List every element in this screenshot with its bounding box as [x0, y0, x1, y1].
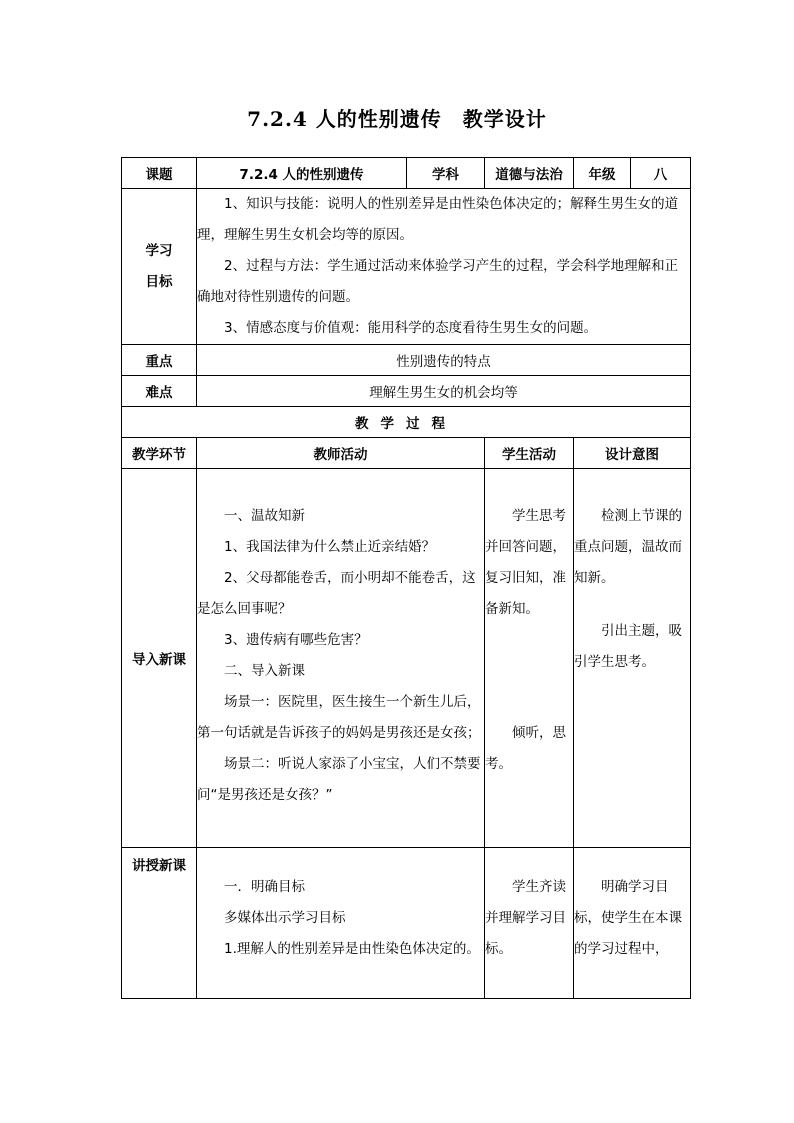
topic-value: 7.2.4 人的性别遗传 [197, 158, 407, 189]
teacher-activity-teaching [197, 848, 485, 999]
objective-item: 3、情感态度与价值观：能用科学的态度看待生男生女的问题。 [224, 320, 598, 336]
objectives-label-line2: 目标 [145, 273, 173, 290]
objective-item: 1、知识与技能：说明人的性别差异是由性染色体决定的；解释生男生女的道理，理解生男生女机会均等的原因。 [197, 196, 679, 243]
teacher-line: 3、遗传病有哪些危害？ [224, 632, 368, 648]
key-point-value: 性别遗传的特点 [197, 345, 691, 376]
teacher-line: 场景一：医院里，医生接生一个新生儿后，第一句话就是告诉孩子的妈妈是男孩还是女孩； [197, 694, 481, 741]
teacher-activity-intro [197, 469, 485, 848]
intent-intro [574, 469, 691, 848]
process-title [122, 407, 691, 438]
student-line: 学生齐读并理解学习目标。 [485, 879, 566, 957]
intent-line: 引出主题，吸引学生思考。 [574, 623, 682, 670]
header-row [122, 158, 691, 189]
intent-line: 检测上节课的重点问题，温故而知新。 [574, 508, 682, 586]
topic-label: 课题 [122, 158, 197, 189]
student-line: 倾听，思考。 [485, 725, 566, 772]
difficulty-row [122, 376, 691, 407]
objectives-label [122, 189, 197, 345]
subject-value: 道德与法治 [485, 158, 574, 189]
objective-item: 2、过程与方法：学生通过活动来体验学习产生的过程，学会科学地理解和正确地对待性别遗传的问题。 [197, 258, 679, 305]
teacher-line: 多媒体出示学习目标 [224, 910, 346, 926]
column-stage: 教学环节 [122, 438, 197, 469]
intent-teaching [574, 848, 691, 999]
column-intent: 设计意图 [574, 438, 691, 469]
teacher-line: 2、父母都能卷舌，而小明却不能卷舌，这是怎么回事呢？ [197, 570, 476, 617]
section-teaching-row [122, 848, 691, 999]
column-student: 学生活动 [485, 438, 574, 469]
teacher-line: 1.理解人的性别差异是由性染色体决定的。 [224, 941, 480, 957]
intent-line: 明确学习目标，使学生在本课的学习过程中， [574, 879, 682, 957]
objectives-content [197, 189, 691, 345]
difficulty-value: 理解生男生女的机会均等 [197, 376, 691, 407]
stage-teaching: 讲授新课 [122, 848, 197, 999]
stage-intro: 导入新课 [122, 469, 197, 848]
difficulty-label: 难点 [122, 376, 197, 407]
teacher-line: 二、导入新课 [224, 663, 305, 679]
student-line: 学生思考并回答问题，复习旧知，准备新知。 [485, 508, 566, 617]
subject-label: 学科 [407, 158, 485, 189]
key-point-label: 重点 [122, 345, 197, 376]
objectives-row [122, 189, 691, 345]
teacher-line: 场景二：听说人家添了小宝宝，人们不禁要问“是男孩还是女孩？” [197, 756, 481, 803]
document-title: 7.2.4 人的性别遗传 教学设计 [247, 107, 547, 131]
teacher-line: 一、温故知新 [224, 508, 305, 524]
column-teacher: 教师活动 [197, 438, 485, 469]
key-point-row [122, 345, 691, 376]
process-title-row [122, 407, 691, 438]
grade-label: 年级 [574, 158, 631, 189]
process-title-text: 教学过程 [355, 416, 457, 432]
student-activity-teaching [485, 848, 574, 999]
grade-value: 八 [631, 158, 691, 189]
student-activity-intro [485, 469, 574, 848]
lesson-plan-table [121, 157, 691, 999]
teacher-line: 一．明确目标 [224, 879, 305, 895]
columns-header-row [122, 438, 691, 469]
objectives-label-line1: 学习 [145, 242, 173, 259]
section-intro-row [122, 469, 691, 848]
teacher-line: 1、我国法律为什么禁止近亲结婚？ [224, 539, 436, 555]
